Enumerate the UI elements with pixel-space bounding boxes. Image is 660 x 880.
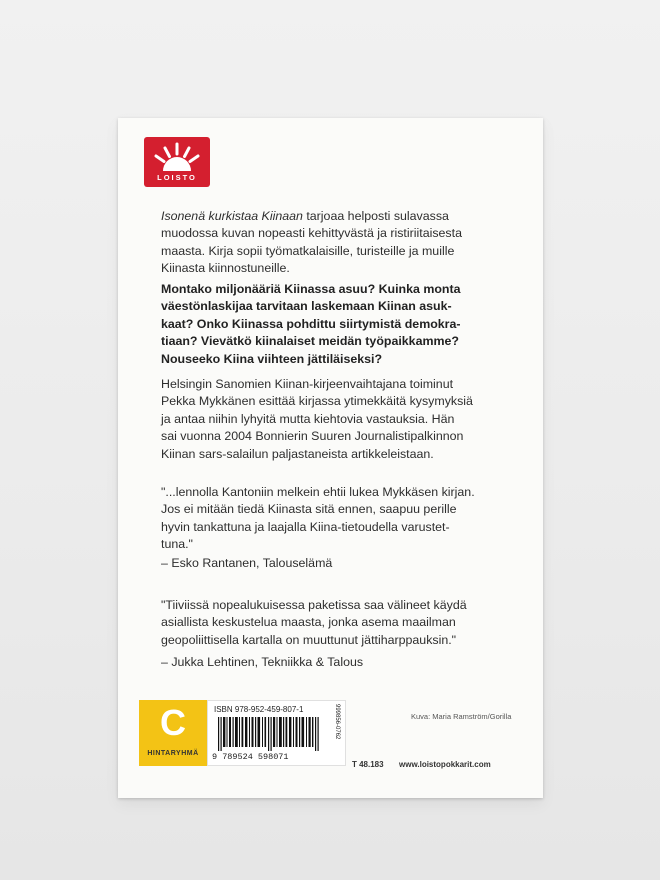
quote-line: asiallista keskustelua maasta, jonka asema maailman (161, 615, 456, 630)
quote-line: Jos ei mitään tiedä Kiinasta sitä ennen, saapuu perille (161, 502, 457, 517)
quote-2-attribution: – Jukka Lehtinen, Tekniikka & Talous (161, 655, 364, 669)
barcode-icon (216, 717, 326, 751)
author-bio-paragraph (161, 376, 523, 463)
barcode-digits: 9 789524 598071 (212, 752, 289, 762)
book-title: Isonenä kurkistaa Kiinaan (161, 209, 303, 223)
bio-line: ja antaa niihin lyhyitä mutta kiehtovia vastauksia. Hän (161, 411, 455, 426)
bio-line: Kiinan sars-salailun paljastaneista artikkeleistaan. (161, 446, 434, 461)
sunburst-icon (153, 141, 201, 173)
quote-1-attribution: – Esko Rantanen, Talouselämä (161, 556, 333, 570)
isbn-barcode (207, 700, 346, 766)
questions-paragraph (161, 281, 523, 368)
barcode-side-number: 999856-0762 (334, 704, 340, 740)
quote-line: geopoliittisella kartalla on muuttunut jättiharppauksin." (161, 632, 457, 647)
price-group-label: HINTARYHMÄ (147, 750, 199, 757)
question-line: tiaan? Vievätkö kiinalaiset meidän työpaikkamme? (161, 334, 459, 349)
isbn-number: ISBN 978-952-459-807-1 (214, 705, 304, 714)
intro-line: maasta. Kirja sopii työmatkalaisille, turisteille ja muille (161, 243, 455, 258)
intro-line: Kiinasta kiinnostuneille. (161, 261, 290, 276)
question-line: Nouseeko Kiina viihteen jättiläiseksi? (161, 351, 383, 366)
quote-line: "Tiiviissä nopealukuisessa paketissa saa välineet käydä (161, 598, 467, 612)
photo-credit: Kuva: Maria Ramström/Gorilla (411, 712, 512, 721)
bio-line: Pekka Mykkänen esittää kirjassa ytimekkäitä kysymyksiä (161, 394, 473, 409)
review-quote-1 (161, 484, 523, 554)
logo-wordmark: LOISTO (157, 173, 197, 182)
question-line: Montako miljonääriä Kiinassa asuu? Kuinka monta (161, 282, 461, 296)
product-code: T 48.183 (352, 760, 384, 769)
publisher-logo (144, 137, 210, 187)
review-quote-2 (161, 597, 523, 649)
publisher-website: www.loistopokkarit.com (399, 760, 491, 769)
intro-line: tarjoaa helposti sulavassa (302, 209, 449, 223)
quote-line: "...lennolla Kantoniin melkein ehtii lukea Mykkäsen kirjan. (161, 485, 475, 499)
bio-line: sai vuonna 2004 Bonnierin Suuren Journalistipalkinnon (161, 429, 464, 444)
quote-line: tuna." (161, 537, 193, 552)
price-group-letter: C (160, 702, 186, 743)
question-line: kaat? Onko Kiinassa pohdittu siirtymistä demokra- (161, 316, 461, 331)
intro-line: muodossa kuvan nopeasti kehittyvästä ja ristiriitaisesta (161, 226, 462, 241)
intro-paragraph (161, 208, 523, 278)
quote-line: hyvin tankattuna ja laajalla Kiina-tietoudella varustet- (161, 519, 450, 534)
price-group-badge (139, 700, 207, 766)
question-line: väestönlaskijaa tarvitaan laskemaan Kiinan asuk- (161, 299, 452, 314)
bio-line: Helsingin Sanomien Kiinan-kirjeenvaihtajana toiminut (161, 377, 454, 391)
